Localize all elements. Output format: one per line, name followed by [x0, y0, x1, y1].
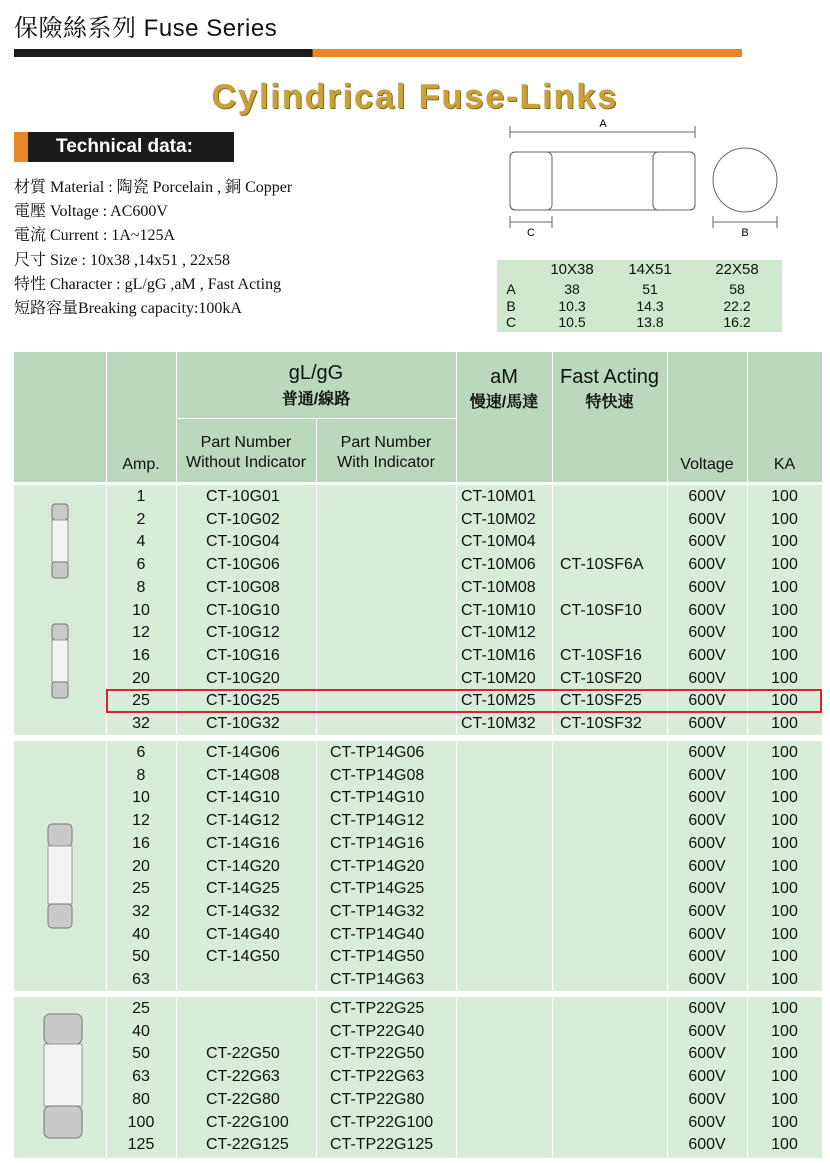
amp-cell: 10 [132, 601, 150, 619]
amp-cell: 80 [132, 1090, 150, 1108]
table-row [14, 1112, 822, 1135]
group-header-glgg: gL/gG [288, 362, 344, 384]
ka-cell: 100 [771, 669, 798, 687]
pn-with-cell: CT-TP22G100 [330, 1113, 434, 1131]
pn-without-cell: CT-10G01 [206, 488, 280, 505]
voltage-cell: 600V [688, 510, 726, 528]
table-row [14, 622, 822, 645]
amp-cell: 125 [127, 1136, 155, 1154]
voltage-cell: 600V [688, 744, 726, 761]
amp-cell: 20 [132, 857, 150, 875]
am-cell: CT-10M20 [461, 669, 536, 687]
dim-row-c [497, 314, 782, 331]
am-cell: CT-10M02 [461, 510, 536, 528]
voltage-cell: 600V [688, 1090, 726, 1108]
amp-cell: 63 [132, 971, 150, 988]
ka-cell: 100 [771, 556, 798, 574]
amp-cell: 4 [136, 533, 146, 551]
ka-cell: 100 [771, 948, 798, 966]
table-row [14, 787, 822, 810]
ka-cell: 100 [771, 925, 798, 943]
spec-list [14, 176, 292, 321]
pn-with-cell: CT-TP14G16 [330, 834, 425, 852]
amp-cell: 16 [132, 646, 150, 664]
ka-cell: 100 [771, 834, 798, 852]
pn-with-cell: CT-TP14G10 [330, 789, 425, 807]
ka-cell: 100 [771, 715, 798, 732]
pn-with-cell: CT-TP22G25 [330, 1000, 425, 1017]
amp-cell: 100 [127, 1113, 155, 1131]
amp-cell: 12 [132, 624, 150, 642]
table-row [14, 1134, 822, 1157]
table-row [14, 998, 822, 1021]
pn-without-cell: CT-14G20 [206, 857, 280, 875]
table-row [14, 554, 822, 577]
pn-without-cell: CT-10G06 [206, 556, 280, 574]
dim-value: 51 [642, 281, 658, 297]
pn-without-cell: CT-14G10 [206, 789, 280, 807]
table-row [14, 765, 822, 788]
amp-cell: 32 [132, 902, 150, 920]
amp-cell: 40 [132, 1022, 150, 1040]
header-bar [14, 49, 742, 57]
amp-cell: 8 [136, 766, 146, 784]
amp-cell: 6 [136, 556, 146, 574]
dim-row-label: A [506, 281, 516, 297]
pn-with-cell: CT-TP22G50 [330, 1045, 425, 1063]
voltage-cell: 600V [688, 578, 726, 596]
dim-label-a: A [599, 118, 607, 130]
spec-size: 尺寸 Size : 10x38 ,14x51 , 22x58 [14, 251, 230, 269]
group-header-am: aM [490, 366, 518, 388]
table-row [14, 668, 822, 691]
pn-with-cell: CT-TP14G63 [330, 971, 425, 988]
ka-cell: 100 [771, 510, 798, 528]
table-row [14, 577, 822, 600]
table-row [14, 742, 822, 765]
fast-cell: CT-10SF6A [560, 556, 644, 574]
voltage-cell: 600V [688, 556, 726, 574]
dim-value: 38 [564, 281, 580, 297]
dim-row-a [497, 281, 782, 298]
fast-cell: CT-10SF25 [560, 692, 642, 710]
table-row [14, 1021, 822, 1044]
am-cell: CT-10M16 [461, 646, 536, 664]
pn-with-cell: CT-TP14G20 [330, 857, 425, 875]
group-header-fast-cn: 特快速 [585, 394, 634, 411]
ka-cell: 100 [771, 971, 798, 988]
spec-character: 特性 Character : gL/gG ,aM , Fast Acting [14, 275, 282, 293]
pn-with-cell: CT-TP14G12 [330, 812, 425, 830]
ka-cell: 100 [771, 578, 798, 596]
table-row [14, 531, 822, 554]
ka-cell: 100 [771, 1113, 798, 1131]
main-title: Cylindrical Fuse-Links [211, 78, 619, 116]
pn-without-cell: CT-10G04 [206, 533, 280, 551]
ka-cell: 100 [771, 692, 798, 710]
table-row [14, 946, 822, 969]
table-row [14, 1089, 822, 1112]
pn-without-cell: CT-10G16 [206, 646, 280, 664]
col-header-pn-without-2: Without Indicator [185, 454, 307, 471]
pn-without-cell: CT-14G32 [206, 902, 280, 920]
ka-cell: 100 [771, 744, 798, 761]
col-header-ka: KA [773, 456, 796, 473]
ka-cell: 100 [771, 533, 798, 551]
amp-cell: 63 [132, 1068, 150, 1086]
fuse-part-table [14, 352, 822, 1158]
pn-without-cell: CT-14G40 [206, 925, 280, 943]
amp-cell: 6 [136, 744, 146, 761]
dim-value: 14.3 [636, 298, 664, 314]
pn-with-cell: CT-TP22G80 [330, 1090, 425, 1108]
table-row [14, 1066, 822, 1089]
pn-without-cell: CT-22G80 [206, 1090, 280, 1108]
amp-cell: 50 [132, 948, 150, 966]
voltage-cell: 600V [688, 715, 726, 732]
dim-value: 22.2 [723, 298, 751, 314]
ka-cell: 100 [771, 789, 798, 807]
amp-cell: 32 [132, 715, 150, 732]
amp-cell: 25 [132, 692, 150, 710]
am-cell: CT-10M32 [461, 715, 536, 732]
am-cell: CT-10M25 [461, 692, 536, 710]
ka-cell: 100 [771, 601, 798, 619]
voltage-cell: 600V [688, 624, 726, 642]
table-row [14, 969, 822, 992]
spec-current: 電流 Current : 1A~125A [14, 227, 176, 245]
pn-without-cell: CT-14G08 [206, 766, 280, 784]
amp-cell: 10 [132, 789, 150, 807]
ka-cell: 100 [771, 880, 798, 898]
fast-cell: CT-10SF10 [560, 601, 642, 619]
pn-without-cell: CT-10G08 [206, 578, 280, 596]
pn-with-cell: CT-TP14G08 [330, 766, 425, 784]
col-header-pn-with-1: Part Number [340, 434, 432, 451]
ka-cell: 100 [771, 857, 798, 875]
pn-without-cell: CT-14G06 [206, 744, 280, 761]
voltage-cell: 600V [688, 669, 726, 687]
dimension-table [497, 260, 782, 332]
dim-row-label: C [505, 314, 517, 330]
voltage-cell: 600V [688, 971, 726, 988]
table-row [14, 713, 822, 736]
ka-cell: 100 [771, 1136, 798, 1154]
fast-cell: CT-10SF16 [560, 646, 642, 664]
pn-without-cell: CT-14G50 [206, 948, 280, 966]
group-header-glgg-cn: 普通/線路 [281, 391, 351, 408]
voltage-cell: 600V [688, 1068, 726, 1086]
amp-cell: 25 [132, 1000, 150, 1017]
amp-cell: 40 [132, 925, 150, 943]
ka-cell: 100 [771, 624, 798, 642]
fast-cell: CT-10SF32 [560, 715, 642, 732]
am-cell: CT-10M04 [461, 533, 536, 551]
voltage-cell: 600V [688, 646, 726, 664]
ka-cell: 100 [771, 902, 798, 920]
pn-without-cell: CT-14G12 [206, 812, 280, 830]
dim-header-row [497, 260, 782, 280]
amp-cell: 8 [136, 578, 146, 596]
pn-without-cell: CT-10G32 [206, 715, 280, 732]
fast-cell: CT-10SF20 [560, 669, 642, 687]
pn-without-cell: CT-22G63 [206, 1068, 280, 1086]
table-row [14, 901, 822, 924]
table-row [14, 878, 822, 901]
table-row [14, 1043, 822, 1066]
dim-value: 13.8 [636, 314, 664, 330]
ka-cell: 100 [771, 766, 798, 784]
amp-cell: 50 [132, 1045, 150, 1063]
pn-without-cell: CT-10G10 [206, 601, 280, 619]
highlighted-row-outline [106, 689, 822, 713]
voltage-cell: 600V [688, 692, 726, 710]
pn-with-cell: CT-TP14G50 [330, 948, 425, 966]
table-row [14, 509, 822, 532]
spec-breaking-capacity: 短路容量Breaking capacity:100kA [14, 300, 242, 318]
pn-without-cell: CT-10G20 [206, 669, 280, 687]
pn-with-cell: CT-TP14G32 [330, 902, 425, 920]
amp-cell: 1 [136, 488, 146, 505]
pn-with-cell: CT-TP22G125 [330, 1136, 434, 1154]
ka-cell: 100 [771, 1000, 798, 1017]
table-row [14, 645, 822, 668]
pn-with-cell: CT-TP22G40 [330, 1022, 425, 1040]
voltage-cell: 600V [688, 789, 726, 807]
voltage-cell: 600V [688, 834, 726, 852]
amp-cell: 12 [132, 812, 150, 830]
table-row [14, 600, 822, 623]
page-header: 保險絲系列 Fuse Series [14, 15, 278, 42]
amp-cell: 16 [132, 834, 150, 852]
voltage-cell: 600V [688, 766, 726, 784]
pn-without-cell: CT-22G100 [206, 1113, 289, 1131]
amp-cell: 20 [132, 669, 150, 687]
pn-with-cell: CT-TP14G06 [330, 744, 425, 761]
col-header-pn-without-1: Part Number [200, 434, 292, 451]
dim-value: 58 [729, 281, 745, 297]
ka-cell: 100 [771, 1068, 798, 1086]
technical-data-label: Technical data: [14, 132, 234, 162]
group-header-am-cn: 慢速/馬達 [469, 394, 539, 411]
col-header-pn-with-2: With Indicator [337, 454, 435, 471]
dim-row-b [497, 298, 782, 315]
am-cell: CT-10M10 [461, 601, 536, 619]
am-cell: CT-10M12 [461, 624, 536, 642]
group-header-fast: Fast Acting [560, 366, 659, 388]
pn-without-cell: CT-14G25 [206, 880, 280, 898]
dim-value: 16.2 [723, 314, 751, 330]
table-row [14, 924, 822, 947]
am-cell: CT-10M01 [461, 488, 536, 505]
voltage-cell: 600V [688, 1045, 726, 1063]
am-cell: CT-10M06 [461, 556, 536, 574]
voltage-cell: 600V [688, 948, 726, 966]
voltage-cell: 600V [688, 533, 726, 551]
ka-cell: 100 [771, 1045, 798, 1063]
ka-cell: 100 [771, 812, 798, 830]
pn-without-cell: CT-10G12 [206, 624, 280, 642]
voltage-cell: 600V [688, 902, 726, 920]
ka-cell: 100 [771, 1090, 798, 1108]
col-header-amp: Amp. [122, 456, 160, 473]
pn-without-cell: CT-22G50 [206, 1045, 280, 1063]
col-header-voltage: Voltage [680, 456, 734, 473]
voltage-cell: 600V [688, 488, 726, 505]
pn-with-cell: CT-TP14G25 [330, 880, 425, 898]
pn-without-cell: CT-10G25 [206, 692, 280, 710]
voltage-cell: 600V [688, 1000, 726, 1017]
voltage-cell: 600V [688, 601, 726, 619]
pn-with-cell: CT-TP14G40 [330, 925, 425, 943]
spec-material: 材質 Material : 陶瓷 Porcelain , 銅 Copper [14, 179, 293, 196]
dim-value: 10.5 [558, 314, 586, 330]
voltage-cell: 600V [688, 1136, 726, 1154]
voltage-cell: 600V [688, 880, 726, 898]
pn-with-cell: CT-TP22G63 [330, 1068, 425, 1086]
pn-without-cell: CT-10G02 [206, 510, 280, 528]
table-row [14, 810, 822, 833]
voltage-cell: 600V [688, 925, 726, 943]
pn-without-cell: CT-14G16 [206, 834, 280, 852]
dim-row-label: B [506, 298, 516, 314]
voltage-cell: 600V [688, 1113, 726, 1131]
table-row [14, 833, 822, 856]
voltage-cell: 600V [688, 857, 726, 875]
ka-cell: 100 [771, 488, 798, 505]
spec-voltage: 電壓 Voltage : AC600V [14, 203, 168, 221]
dim-header-22x58: 22X58 [715, 261, 759, 278]
dim-header-14x51: 14X51 [628, 261, 672, 278]
table-row [14, 486, 822, 509]
amp-cell: 2 [136, 510, 146, 528]
pn-without-cell: CT-22G125 [206, 1136, 289, 1154]
table-row [14, 856, 822, 879]
amp-cell: 25 [132, 880, 150, 898]
dim-label-b: B [741, 227, 749, 239]
ka-cell: 100 [771, 1022, 798, 1040]
dim-label-c: C [527, 227, 535, 239]
am-cell: CT-10M08 [461, 578, 536, 596]
voltage-cell: 600V [688, 1022, 726, 1040]
dim-value: 10.3 [558, 298, 586, 314]
dim-header-10x38: 10X38 [550, 261, 594, 278]
fuse-dimension-drawing [505, 114, 795, 244]
voltage-cell: 600V [688, 812, 726, 830]
ka-cell: 100 [771, 646, 798, 664]
